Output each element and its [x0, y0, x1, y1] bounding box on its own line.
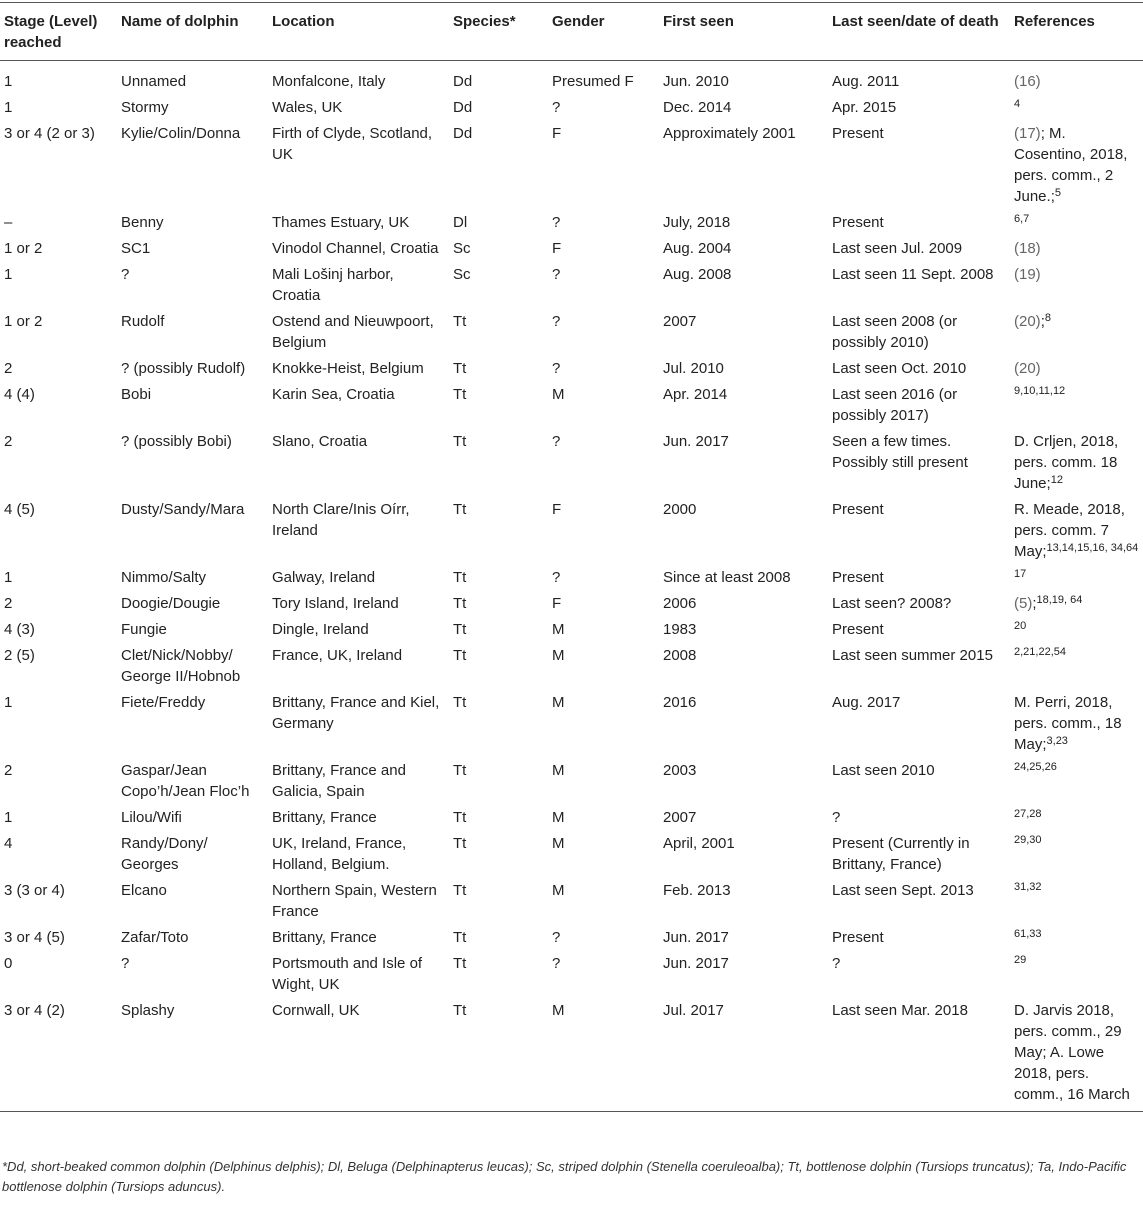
cell-location: France, UK, Ireland	[272, 647, 403, 664]
cell-references	[1010, 382, 1143, 429]
cell-species: Tt	[453, 762, 467, 779]
cell-references	[1010, 429, 1143, 497]
cell-dolphin-name: SC1	[121, 240, 151, 257]
cell-stage: 2	[4, 360, 13, 377]
reference-superscript: 61,33	[1014, 928, 1042, 940]
cell-gender: M	[552, 835, 565, 852]
cell-last-seen: Last seen 2008 (or possibly 2010)	[832, 313, 958, 351]
header-stage: Stage (Level) reached	[4, 13, 98, 51]
reference-text: ;	[1040, 313, 1045, 330]
reference-text: D. Crljen, 2018, pers. comm. 18 June;	[1014, 433, 1119, 492]
cell-gender: ?	[552, 214, 561, 231]
reference-citation: (5)	[1014, 595, 1033, 612]
cell-first-seen: Approximately 2001	[663, 125, 796, 142]
cell-species: Tt	[453, 360, 467, 377]
cell-location: UK, Ireland, France, Holland, Belgium.	[272, 835, 407, 873]
cell-first-seen: Jun. 2017	[663, 929, 729, 946]
cell-last-seen: ?	[832, 955, 841, 972]
cell-dolphin-name: Nimmo/Salty	[121, 569, 207, 586]
reference-superscript: 2,21,22,54	[1014, 646, 1066, 658]
cell-first-seen: 2008	[663, 647, 697, 664]
cell-gender: ?	[552, 99, 561, 116]
cell-species: Tt	[453, 882, 467, 899]
cell-last-seen: Last seen 2016 (or possibly 2017)	[832, 386, 958, 424]
reference-citation: (17)	[1014, 125, 1041, 142]
cell-location: Monfalcone, Italy	[272, 73, 386, 90]
cell-references	[1010, 951, 1143, 998]
cell-first-seen: Aug. 2004	[663, 240, 732, 257]
reference-superscript: 12	[1050, 474, 1063, 486]
cell-gender: M	[552, 621, 565, 638]
cell-gender: M	[552, 882, 565, 899]
table-row	[0, 878, 1143, 925]
reference-citation: (18)	[1014, 240, 1041, 257]
cell-first-seen: Feb. 2013	[663, 882, 731, 899]
cell-dolphin-name: Splashy	[121, 1002, 175, 1019]
table-row	[0, 617, 1143, 643]
cell-references	[1010, 758, 1143, 805]
cell-last-seen: Aug. 2017	[832, 694, 901, 711]
cell-first-seen: Jun. 2017	[663, 955, 729, 972]
cell-references	[1010, 690, 1143, 758]
cell-references	[1010, 497, 1143, 565]
cell-references	[1010, 61, 1143, 96]
cell-gender: F	[552, 595, 562, 612]
reference-citation: (20)	[1014, 313, 1041, 330]
cell-stage: 4 (4)	[4, 386, 35, 403]
cell-first-seen: Dec. 2014	[663, 99, 732, 116]
cell-species: Tt	[453, 501, 467, 518]
cell-stage: 3 (3 or 4)	[4, 882, 65, 899]
cell-location: Dingle, Ireland	[272, 621, 369, 638]
reference-text: R. Meade, 2018, pers. comm. 7 May;	[1014, 501, 1125, 560]
cell-references	[1010, 262, 1143, 309]
cell-location: Brittany, France and Galicia, Spain	[272, 762, 406, 800]
cell-first-seen: 2007	[663, 809, 697, 826]
cell-dolphin-name: Elcano	[121, 882, 167, 899]
cell-first-seen: July, 2018	[663, 214, 731, 231]
reference-superscript: 13,14,15,16, 34,64	[1046, 542, 1139, 554]
cell-last-seen: Present	[832, 501, 884, 518]
cell-location: Cornwall, UK	[272, 1002, 360, 1019]
cell-stage: –	[4, 214, 13, 231]
cell-references	[1010, 998, 1143, 1112]
cell-stage: 4 (3)	[4, 621, 35, 638]
cell-location: Ostend and Nieuwpoort, Belgium	[272, 313, 434, 351]
cell-first-seen: Jul. 2017	[663, 1002, 724, 1019]
table-row	[0, 643, 1143, 690]
cell-location: Tory Island, Ireland	[272, 595, 399, 612]
table-header-row	[0, 3, 1143, 61]
cell-first-seen: 2007	[663, 313, 697, 330]
cell-species: Sc	[453, 266, 471, 283]
cell-last-seen: Last seen Oct. 2010	[832, 360, 967, 377]
cell-stage: 0	[4, 955, 13, 972]
cell-dolphin-name: Rudolf	[121, 313, 165, 330]
cell-dolphin-name: Fiete/Freddy	[121, 694, 206, 711]
cell-dolphin-name: Doogie/Dougie	[121, 595, 221, 612]
cell-gender: F	[552, 125, 562, 142]
cell-first-seen: Jun. 2010	[663, 73, 729, 90]
reference-text: ; M. Cosentino, 2018, pers. comm., 2 June.;	[1014, 125, 1128, 205]
cell-dolphin-name: ? (possibly Bobi)	[121, 433, 232, 450]
cell-gender: ?	[552, 266, 561, 283]
header-location: Location	[272, 13, 335, 30]
cell-species: Tt	[453, 595, 467, 612]
cell-stage: 4	[4, 835, 13, 852]
reference-text: M. Perri, 2018, pers. comm., 18 May;	[1014, 694, 1122, 753]
cell-dolphin-name: ? (possibly Rudolf)	[121, 360, 246, 377]
cell-stage: 2 (5)	[4, 647, 35, 664]
cell-location: Firth of Clyde, Scotland, UK	[272, 125, 433, 163]
cell-location: Brittany, France	[272, 809, 377, 826]
cell-references	[1010, 805, 1143, 831]
cell-stage: 3 or 4 (2 or 3)	[4, 125, 95, 142]
cell-stage: 1 or 2	[4, 240, 43, 257]
cell-location: Galway, Ireland	[272, 569, 376, 586]
cell-species: Tt	[453, 313, 467, 330]
reference-citation: (16)	[1014, 73, 1041, 90]
cell-gender: ?	[552, 929, 561, 946]
table-body	[0, 61, 1143, 1112]
cell-stage: 1 or 2	[4, 313, 43, 330]
reference-superscript: 29,30	[1014, 834, 1042, 846]
cell-first-seen: 2006	[663, 595, 697, 612]
cell-gender: M	[552, 809, 565, 826]
cell-references	[1010, 643, 1143, 690]
table-row	[0, 210, 1143, 236]
cell-first-seen: Since at least 2008	[663, 569, 791, 586]
cell-gender: ?	[552, 313, 561, 330]
cell-species: Tt	[453, 955, 467, 972]
cell-species: Tt	[453, 433, 467, 450]
cell-dolphin-name: Zafar/Toto	[121, 929, 189, 946]
cell-species: Tt	[453, 1002, 467, 1019]
cell-last-seen: Last seen Jul. 2009	[832, 240, 963, 257]
cell-species: Dd	[453, 99, 473, 116]
cell-first-seen: 1983	[663, 621, 697, 638]
header-gender: Gender	[552, 13, 605, 30]
cell-last-seen: Present	[832, 125, 884, 142]
cell-references	[1010, 617, 1143, 643]
cell-location: Brittany, France	[272, 929, 377, 946]
table-row	[0, 121, 1143, 210]
cell-gender: ?	[552, 433, 561, 450]
cell-species: Sc	[453, 240, 471, 257]
cell-stage: 1	[4, 569, 13, 586]
cell-last-seen: Last seen 11 Sept. 2008	[832, 266, 994, 283]
cell-last-seen: Aug. 2011	[832, 73, 900, 90]
cell-stage: 1	[4, 99, 13, 116]
cell-species: Dd	[453, 125, 473, 142]
cell-stage: 1	[4, 73, 13, 90]
header-species: Species*	[453, 13, 516, 30]
table-row	[0, 925, 1143, 951]
cell-location: Mali Lošinj harbor, Croatia	[272, 266, 394, 304]
reference-superscript: 20	[1014, 620, 1027, 632]
cell-last-seen: Last seen 2010	[832, 762, 935, 779]
cell-references	[1010, 236, 1143, 262]
cell-stage: 1	[4, 266, 13, 283]
cell-stage: 3 or 4 (2)	[4, 1002, 65, 1019]
cell-dolphin-name: Bobi	[121, 386, 152, 403]
reference-superscript: 17	[1014, 568, 1027, 580]
cell-gender: M	[552, 762, 565, 779]
reference-superscript: 29	[1014, 954, 1027, 966]
table-row	[0, 998, 1143, 1112]
cell-gender: M	[552, 1002, 565, 1019]
header-references: References	[1014, 13, 1095, 30]
table-row	[0, 236, 1143, 262]
cell-last-seen: Present	[832, 214, 884, 231]
cell-stage: 1	[4, 809, 13, 826]
cell-species: Tt	[453, 809, 467, 826]
cell-dolphin-name: ?	[121, 955, 130, 972]
cell-stage: 2	[4, 595, 13, 612]
reference-superscript: 8	[1044, 312, 1051, 324]
cell-location: Vinodol Channel, Croatia	[272, 240, 439, 257]
cell-references	[1010, 356, 1143, 382]
table-footnote: *Dd, short-beaked common dolphin (Delphinus delphis); Dl, Beluga (Delphinapterus leucas); Sc, striped dolphin (Stenella coeruleoalba); Tt, bottlenose dolphin (Tursiops truncatus); Ta, Indo-Pacific bottlenose dolphin (Tursiops aduncus).	[2, 1159, 1127, 1194]
cell-dolphin-name: Dusty/Sandy/Mara	[121, 501, 245, 518]
cell-references	[1010, 309, 1143, 356]
cell-dolphin-name: Benny	[121, 214, 164, 231]
cell-dolphin-name: Stormy	[121, 99, 169, 116]
cell-first-seen: Jul. 2010	[663, 360, 724, 377]
cell-references	[1010, 831, 1143, 878]
cell-last-seen: Last seen? 2008?	[832, 595, 952, 612]
cell-references	[1010, 878, 1143, 925]
cell-gender: ?	[552, 955, 561, 972]
cell-location: Portsmouth and Isle of Wight, UK	[272, 955, 423, 993]
table-row	[0, 758, 1143, 805]
cell-last-seen: Present	[832, 621, 884, 638]
cell-stage: 4 (5)	[4, 501, 35, 518]
table-row	[0, 951, 1143, 998]
cell-species: Dl	[453, 214, 468, 231]
cell-species: Dd	[453, 73, 473, 90]
reference-superscript: 27,28	[1014, 808, 1042, 820]
cell-species: Tt	[453, 929, 467, 946]
table-row	[0, 805, 1143, 831]
cell-stage: 2	[4, 762, 13, 779]
reference-text: ;	[1032, 595, 1037, 612]
cell-species: Tt	[453, 569, 467, 586]
table-row	[0, 95, 1143, 121]
table-row	[0, 591, 1143, 617]
table-row	[0, 382, 1143, 429]
cell-species: Tt	[453, 647, 467, 664]
table-row	[0, 309, 1143, 356]
header-name: Name of dolphin	[121, 13, 239, 30]
cell-stage: 1	[4, 694, 13, 711]
cell-references	[1010, 591, 1143, 617]
reference-citation: (20)	[1014, 360, 1041, 377]
reference-superscript: 3,23	[1046, 735, 1068, 747]
cell-location: Brittany, France and Kiel, Germany	[272, 694, 440, 732]
reference-superscript: 18,19, 64	[1036, 594, 1083, 606]
table-row	[0, 690, 1143, 758]
cell-references	[1010, 565, 1143, 591]
cell-location: Slano, Croatia	[272, 433, 368, 450]
cell-references	[1010, 95, 1143, 121]
table-row	[0, 497, 1143, 565]
cell-gender: ?	[552, 569, 561, 586]
cell-gender: F	[552, 501, 562, 518]
cell-dolphin-name: Gaspar/Jean Copo’h/Jean Floc’h	[121, 762, 250, 800]
cell-gender: F	[552, 240, 562, 257]
cell-references	[1010, 925, 1143, 951]
reference-superscript: 4	[1014, 98, 1021, 110]
header-first-seen: First seen	[663, 13, 734, 30]
cell-gender: Presumed F	[552, 73, 634, 90]
header-last-seen: Last seen/date of death	[832, 13, 999, 30]
table-row	[0, 262, 1143, 309]
table-row	[0, 565, 1143, 591]
cell-last-seen: Last seen Mar. 2018	[832, 1002, 968, 1019]
cell-first-seen: Apr. 2014	[663, 386, 728, 403]
cell-dolphin-name: ?	[121, 266, 130, 283]
reference-text: D. Jarvis 2018, pers. comm., 29 May; A. Lowe 2018, pers. comm., 16 March	[1014, 1002, 1130, 1103]
cell-dolphin-name: Kylie/Colin/Donna	[121, 125, 241, 142]
cell-dolphin-name: Randy/Dony/ Georges	[121, 835, 208, 873]
cell-last-seen: ?	[832, 809, 841, 826]
cell-dolphin-name: Fungie	[121, 621, 167, 638]
reference-superscript: 31,32	[1014, 881, 1042, 893]
cell-first-seen: 2000	[663, 501, 697, 518]
cell-last-seen: Seen a few times. Possibly still present	[832, 433, 968, 471]
cell-first-seen: April, 2001	[663, 835, 735, 852]
cell-last-seen: Present	[832, 569, 884, 586]
cell-first-seen: 2003	[663, 762, 697, 779]
cell-location: Knokke-Heist, Belgium	[272, 360, 424, 377]
cell-stage: 2	[4, 433, 13, 450]
cell-gender: M	[552, 647, 565, 664]
cell-first-seen: 2016	[663, 694, 697, 711]
cell-last-seen: Apr. 2015	[832, 99, 897, 116]
reference-superscript: 9,10,11,12	[1014, 385, 1066, 397]
cell-first-seen: Jun. 2017	[663, 433, 729, 450]
cell-species: Tt	[453, 694, 467, 711]
cell-gender: ?	[552, 360, 561, 377]
cell-first-seen: Aug. 2008	[663, 266, 732, 283]
cell-location: Thames Estuary, UK	[272, 214, 410, 231]
cell-stage: 3 or 4 (5)	[4, 929, 65, 946]
reference-citation: (19)	[1014, 266, 1041, 283]
cell-species: Tt	[453, 386, 467, 403]
cell-references	[1010, 210, 1143, 236]
reference-superscript: 24,25,26	[1014, 761, 1057, 773]
cell-gender: M	[552, 386, 565, 403]
cell-references	[1010, 121, 1143, 210]
table-row	[0, 61, 1143, 96]
cell-location: Wales, UK	[272, 99, 343, 116]
dolphin-table	[0, 2, 1143, 1112]
cell-dolphin-name: Unnamed	[121, 73, 187, 90]
cell-dolphin-name: Lilou/Wifi	[121, 809, 182, 826]
reference-superscript: 5	[1054, 187, 1061, 199]
reference-superscript: 6,7	[1014, 213, 1030, 225]
table-row	[0, 356, 1143, 382]
cell-species: Tt	[453, 835, 467, 852]
cell-location: Karin Sea, Croatia	[272, 386, 395, 403]
cell-location: Northern Spain, Western France	[272, 882, 437, 920]
cell-last-seen: Last seen Sept. 2013	[832, 882, 974, 899]
cell-dolphin-name: Clet/Nick/Nobby/ George II/Hobnob	[121, 647, 241, 685]
cell-gender: M	[552, 694, 565, 711]
table-row	[0, 429, 1143, 497]
table-row	[0, 831, 1143, 878]
cell-last-seen: Present	[832, 929, 884, 946]
cell-last-seen: Present (Currently in Brittany, France)	[832, 835, 970, 873]
cell-species: Tt	[453, 621, 467, 638]
cell-location: North Clare/Inis Oírr, Ireland	[272, 501, 410, 539]
cell-last-seen: Last seen summer 2015	[832, 647, 993, 664]
